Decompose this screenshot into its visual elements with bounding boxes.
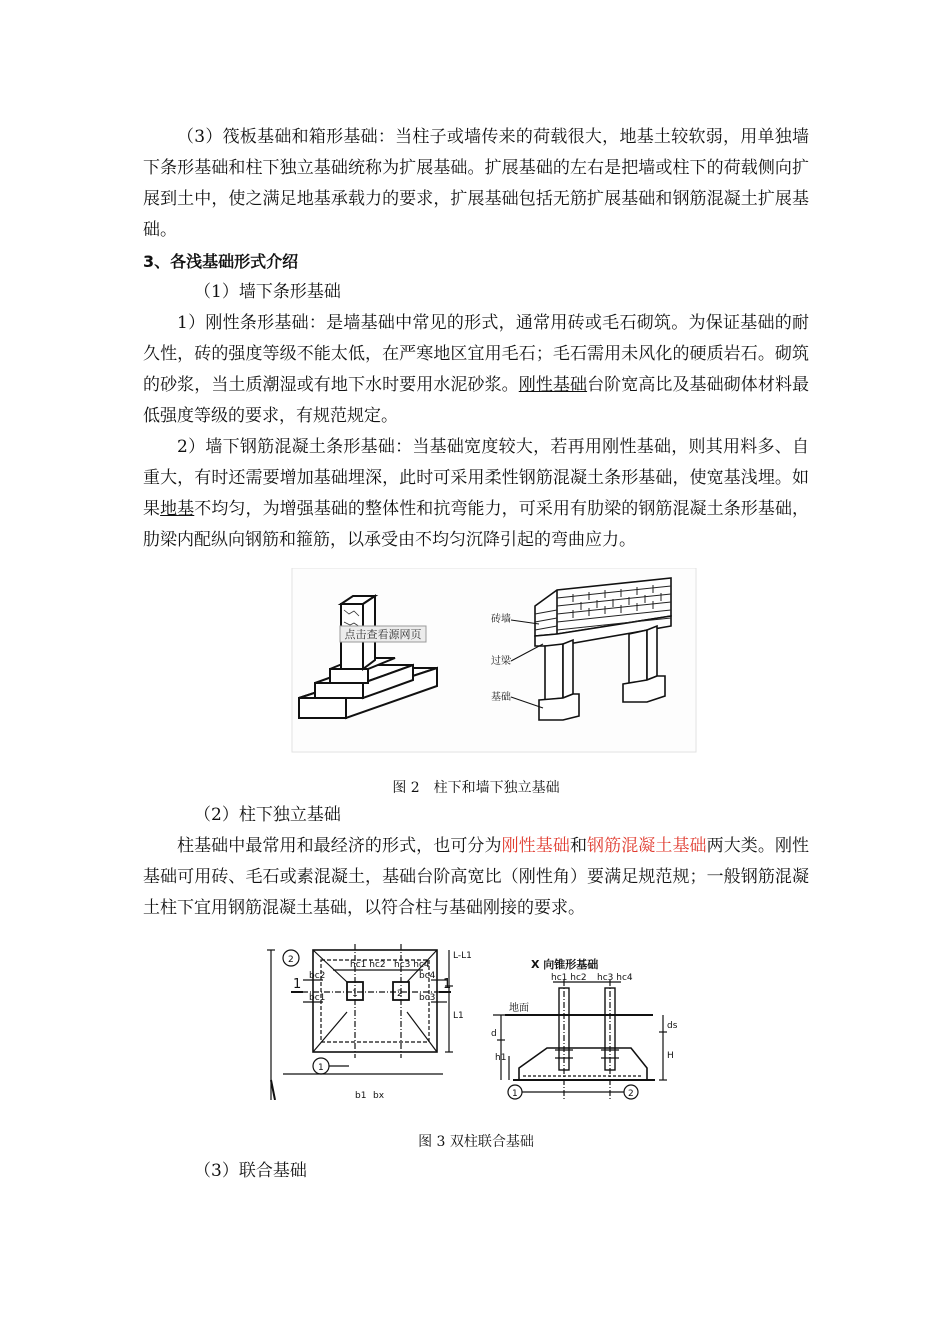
- label-brick-wall: 砖墙: [491, 614, 511, 625]
- figure-2-drawing: [143, 568, 809, 754]
- figure-3-drawing: [143, 940, 809, 1100]
- label-d: d: [491, 1029, 497, 1039]
- subheading-strip-foundation: （1）墙下条形基础: [194, 282, 341, 302]
- label-hc-left: hc1 hc2: [350, 960, 386, 970]
- document-page: [143, 122, 809, 1187]
- label-bx: bx: [373, 1091, 385, 1100]
- label-hc-right-section: hc3 hc4: [597, 973, 633, 983]
- subheading-combined-foundation: （3）联合基础: [194, 1161, 307, 1181]
- label-ds: ds: [667, 1021, 678, 1031]
- label-axis-2-section: 2: [628, 1089, 634, 1099]
- paragraph-text: 柱基础中最常用和最经济的形式，也可分为: [177, 836, 502, 856]
- figure-3: [143, 940, 809, 1152]
- paragraph-text: 1）刚性条形基础：是墙基础中常见的形式，通常用砖或毛石砌筑。为保证基础的耐久性，砖的强度等级不能太低，在严寒地区宜用毛石；毛石需用未风化的硬质岩石。砌筑的砂浆，当土质潮湿或有地下水时要用水泥砂浆。: [143, 313, 809, 395]
- label-h1: h1: [495, 1053, 507, 1063]
- section-heading: 3、各浅基础形式介绍: [143, 252, 299, 271]
- label-ground: 地面: [509, 1003, 529, 1014]
- label-section-1-left: 1: [293, 977, 302, 992]
- label-axis-2-plan: 2: [288, 955, 294, 965]
- label-col-1: 1: [352, 989, 358, 999]
- label-bc3: bc3: [419, 993, 436, 1003]
- label-axis-1-plan: 1: [318, 1063, 324, 1073]
- link-subgrade[interactable]: 地基: [160, 499, 195, 519]
- label-bc4: bc4: [419, 971, 436, 981]
- label-h: H: [667, 1051, 674, 1061]
- label-axis-1-section: 1: [512, 1089, 518, 1099]
- section-view: [493, 980, 667, 1100]
- paragraph-rigid-strip: [143, 308, 809, 432]
- paragraph-rc-strip: [143, 432, 809, 556]
- label-col-2: 2: [397, 989, 403, 999]
- paragraph-text: 和: [569, 836, 588, 856]
- section-title: X 向锥形基础: [531, 958, 599, 971]
- paragraph-raft-foundation: （3）筏板基础和箱形基础：当柱子或墙传来的荷载很大，地基土较软弱，用单独墙下条形基础和柱下独立基础统称为扩展基础。扩展基础的左右是把墙或柱下的荷载侧向扩展到土中，使之满足地基承载力的要求，扩展基础包括无筋扩展基础和钢筋混凝土扩展基础。: [143, 127, 809, 240]
- tooltip-text: 点击查看源网页: [344, 628, 422, 641]
- figure-3-caption: 图 3 双柱联合基础: [418, 1134, 534, 1150]
- label-lintel: 过梁: [491, 656, 511, 667]
- paragraph-text: 台阶宽高比及基础砌体材料最低强度等级的要求，有规范规定。: [143, 375, 810, 426]
- label-bc2: bc2: [309, 971, 326, 981]
- label-section-1-right: 1: [443, 977, 452, 992]
- subheading-isolated-foundation: （2）柱下独立基础: [194, 805, 341, 825]
- label-l-l1: L-L1: [453, 951, 472, 961]
- label-foundation: 基础: [491, 692, 511, 703]
- label-l1: L1: [453, 1011, 464, 1021]
- paragraph-text: 两大类。刚性基础可用砖、毛石或素混凝土，基础台阶高宽比（刚性角）要满足规范规；一般钢筋混凝土柱下宜用钢筋混凝土基础，以符合柱与基础刚接的要求。: [143, 836, 810, 918]
- paragraph-text: 不均匀，为增强基础的整体性和抗弯能力，可采用有肋梁的钢筋混凝土条形基础，肋梁内配纵向钢筋和箍筋，以承受由不均匀沉降引起的弯曲应力。: [143, 499, 810, 550]
- figure-2: [143, 568, 809, 798]
- label-bc1: bc1: [309, 993, 326, 1003]
- label-hc-left-section: hc1 hc2: [551, 973, 587, 983]
- figure-2-caption: 图 2 柱下和墙下独立基础: [392, 780, 560, 796]
- link-rc-foundation-red[interactable]: 钢筋混凝土基础: [587, 836, 707, 856]
- label-hc-right: hc3 hc4: [394, 960, 430, 970]
- label-b1: b1: [355, 1091, 367, 1100]
- paragraph-text: 2）墙下钢筋混凝土条形基础：当基础宽度较大，若再用刚性基础，则其用料多、自重大，有时还需要增加基础埋深，此时可采用柔性钢筋混凝土条形基础，使宽基浅埋。如果: [143, 437, 809, 519]
- link-rigid-foundation[interactable]: 刚性基础: [518, 375, 588, 395]
- paragraph-isolated-foundation: [143, 831, 809, 924]
- link-rigid-foundation-red[interactable]: 刚性基础: [501, 836, 570, 856]
